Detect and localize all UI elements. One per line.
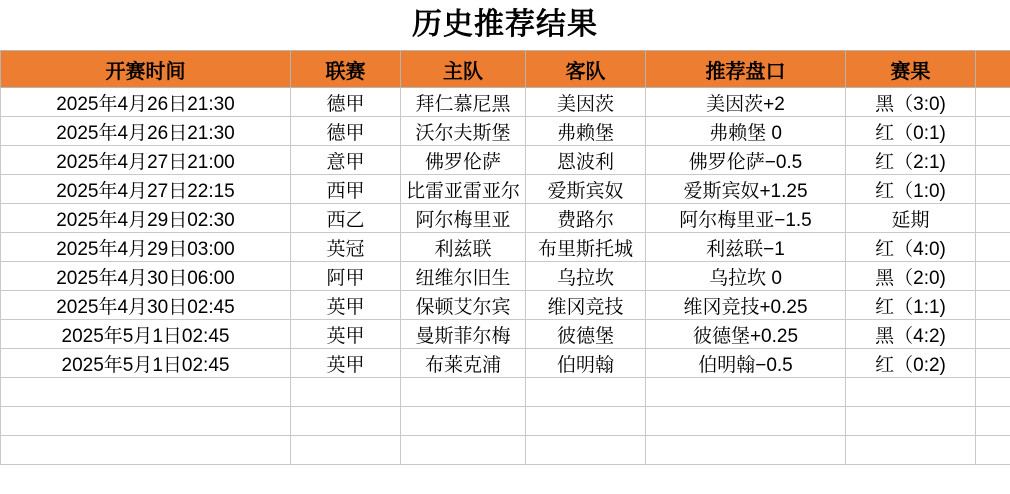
empty-cell: [291, 378, 401, 407]
cell-league: 英甲: [291, 291, 401, 320]
table-row[interactable]: [1, 117, 1010, 146]
cell-away: 爱斯宾奴: [526, 175, 646, 204]
cell-away: 维冈竞技: [526, 291, 646, 320]
cell-line: 美因茨+2: [646, 88, 846, 117]
cell-spacer: [976, 291, 1010, 320]
cell-league: 阿甲: [291, 262, 401, 291]
table-body: [1, 88, 1010, 465]
empty-cell: [291, 407, 401, 436]
table-row[interactable]: [1, 320, 1010, 349]
table-row[interactable]: [1, 291, 1010, 320]
cell-league: 英甲: [291, 349, 401, 378]
cell-result: 延期: [846, 204, 976, 233]
table-row[interactable]: [1, 146, 1010, 175]
cell-away: 弗赖堡: [526, 117, 646, 146]
cell-line: 彼德堡+0.25: [646, 320, 846, 349]
empty-cell: [976, 378, 1010, 407]
history-results-table: [0, 50, 1010, 465]
table-row[interactable]: [1, 175, 1010, 204]
cell-line: 阿尔梅里亚−1.5: [646, 204, 846, 233]
empty-cell: [646, 407, 846, 436]
cell-time: 2025年4月30日02:45: [1, 291, 291, 320]
cell-home: 利兹联: [401, 233, 526, 262]
cell-away: 恩波利: [526, 146, 646, 175]
empty-cell: [646, 378, 846, 407]
empty-cell: [526, 407, 646, 436]
cell-home: 拜仁慕尼黑: [401, 88, 526, 117]
cell-league: 意甲: [291, 146, 401, 175]
empty-cell: [1, 378, 291, 407]
empty-cell: [401, 378, 526, 407]
column-header-league: 联赛: [291, 51, 401, 88]
cell-spacer: [976, 88, 1010, 117]
cell-league: 西甲: [291, 175, 401, 204]
cell-line: 利兹联−1: [646, 233, 846, 262]
cell-result: 黑（3:0): [846, 88, 976, 117]
cell-line: 爱斯宾奴+1.25: [646, 175, 846, 204]
cell-time: 2025年4月30日06:00: [1, 262, 291, 291]
cell-away: 乌拉坎: [526, 262, 646, 291]
empty-cell: [291, 436, 401, 465]
cell-spacer: [976, 175, 1010, 204]
cell-result: 黑（2:0): [846, 262, 976, 291]
cell-line: 佛罗伦萨−0.5: [646, 146, 846, 175]
cell-result: 红（0:1): [846, 117, 976, 146]
cell-result: 红（2:1): [846, 146, 976, 175]
cell-line: 维冈竞技+0.25: [646, 291, 846, 320]
cell-league: 西乙: [291, 204, 401, 233]
empty-cell: [846, 407, 976, 436]
empty-cell: [526, 436, 646, 465]
cell-away: 布里斯托城: [526, 233, 646, 262]
cell-time: 2025年4月29日02:30: [1, 204, 291, 233]
cell-home: 佛罗伦萨: [401, 146, 526, 175]
empty-cell: [1, 436, 291, 465]
cell-time: 2025年5月1日02:45: [1, 320, 291, 349]
table-row[interactable]: [1, 88, 1010, 117]
page-title: 历史推荐结果: [412, 8, 598, 41]
table-header-row: [1, 51, 1010, 88]
empty-row[interactable]: [1, 407, 1010, 436]
empty-row[interactable]: [1, 436, 1010, 465]
cell-spacer: [976, 204, 1010, 233]
column-header-home: 主队: [401, 51, 526, 88]
cell-spacer: [976, 349, 1010, 378]
empty-cell: [1, 407, 291, 436]
cell-time: 2025年5月1日02:45: [1, 349, 291, 378]
empty-cell: [846, 436, 976, 465]
table-row[interactable]: [1, 349, 1010, 378]
table-row[interactable]: [1, 233, 1010, 262]
column-header-result: 赛果: [846, 51, 976, 88]
column-header-line: 推荐盘口: [646, 51, 846, 88]
column-header-time: 开赛时间: [1, 51, 291, 88]
empty-cell: [976, 436, 1010, 465]
empty-cell: [401, 407, 526, 436]
cell-spacer: [976, 320, 1010, 349]
cell-league: 英甲: [291, 320, 401, 349]
empty-cell: [401, 436, 526, 465]
cell-away: 费路尔: [526, 204, 646, 233]
column-header-away: 客队: [526, 51, 646, 88]
cell-home: 纽维尔旧生: [401, 262, 526, 291]
cell-result: 黑（4:2): [846, 320, 976, 349]
cell-result: 红（0:2): [846, 349, 976, 378]
cell-home: 保顿艾尔宾: [401, 291, 526, 320]
cell-league: 英冠: [291, 233, 401, 262]
cell-spacer: [976, 262, 1010, 291]
cell-home: 沃尔夫斯堡: [401, 117, 526, 146]
cell-result: 红（4:0): [846, 233, 976, 262]
cell-line: 乌拉坎 0: [646, 262, 846, 291]
cell-time: 2025年4月27日22:15: [1, 175, 291, 204]
column-header-spacer: [976, 51, 1010, 88]
cell-league: 德甲: [291, 117, 401, 146]
cell-time: 2025年4月26日21:30: [1, 88, 291, 117]
cell-time: 2025年4月27日21:00: [1, 146, 291, 175]
cell-away: 彼德堡: [526, 320, 646, 349]
table-row[interactable]: [1, 204, 1010, 233]
cell-home: 曼斯菲尔梅: [401, 320, 526, 349]
cell-league: 德甲: [291, 88, 401, 117]
empty-cell: [976, 407, 1010, 436]
empty-cell: [846, 378, 976, 407]
cell-result: 红（1:1): [846, 291, 976, 320]
cell-home: 阿尔梅里亚: [401, 204, 526, 233]
cell-home: 比雷亚雷亚尔: [401, 175, 526, 204]
table-row[interactable]: [1, 262, 1010, 291]
cell-home: 布莱克浦: [401, 349, 526, 378]
cell-line: 弗赖堡 0: [646, 117, 846, 146]
cell-line: 伯明翰−0.5: [646, 349, 846, 378]
cell-time: 2025年4月26日21:30: [1, 117, 291, 146]
empty-row[interactable]: [1, 378, 1010, 407]
cell-spacer: [976, 233, 1010, 262]
cell-away: 伯明翰: [526, 349, 646, 378]
cell-spacer: [976, 146, 1010, 175]
cell-result: 红（1:0): [846, 175, 976, 204]
cell-away: 美因茨: [526, 88, 646, 117]
cell-spacer: [976, 117, 1010, 146]
empty-cell: [526, 378, 646, 407]
empty-cell: [646, 436, 846, 465]
cell-time: 2025年4月29日03:00: [1, 233, 291, 262]
